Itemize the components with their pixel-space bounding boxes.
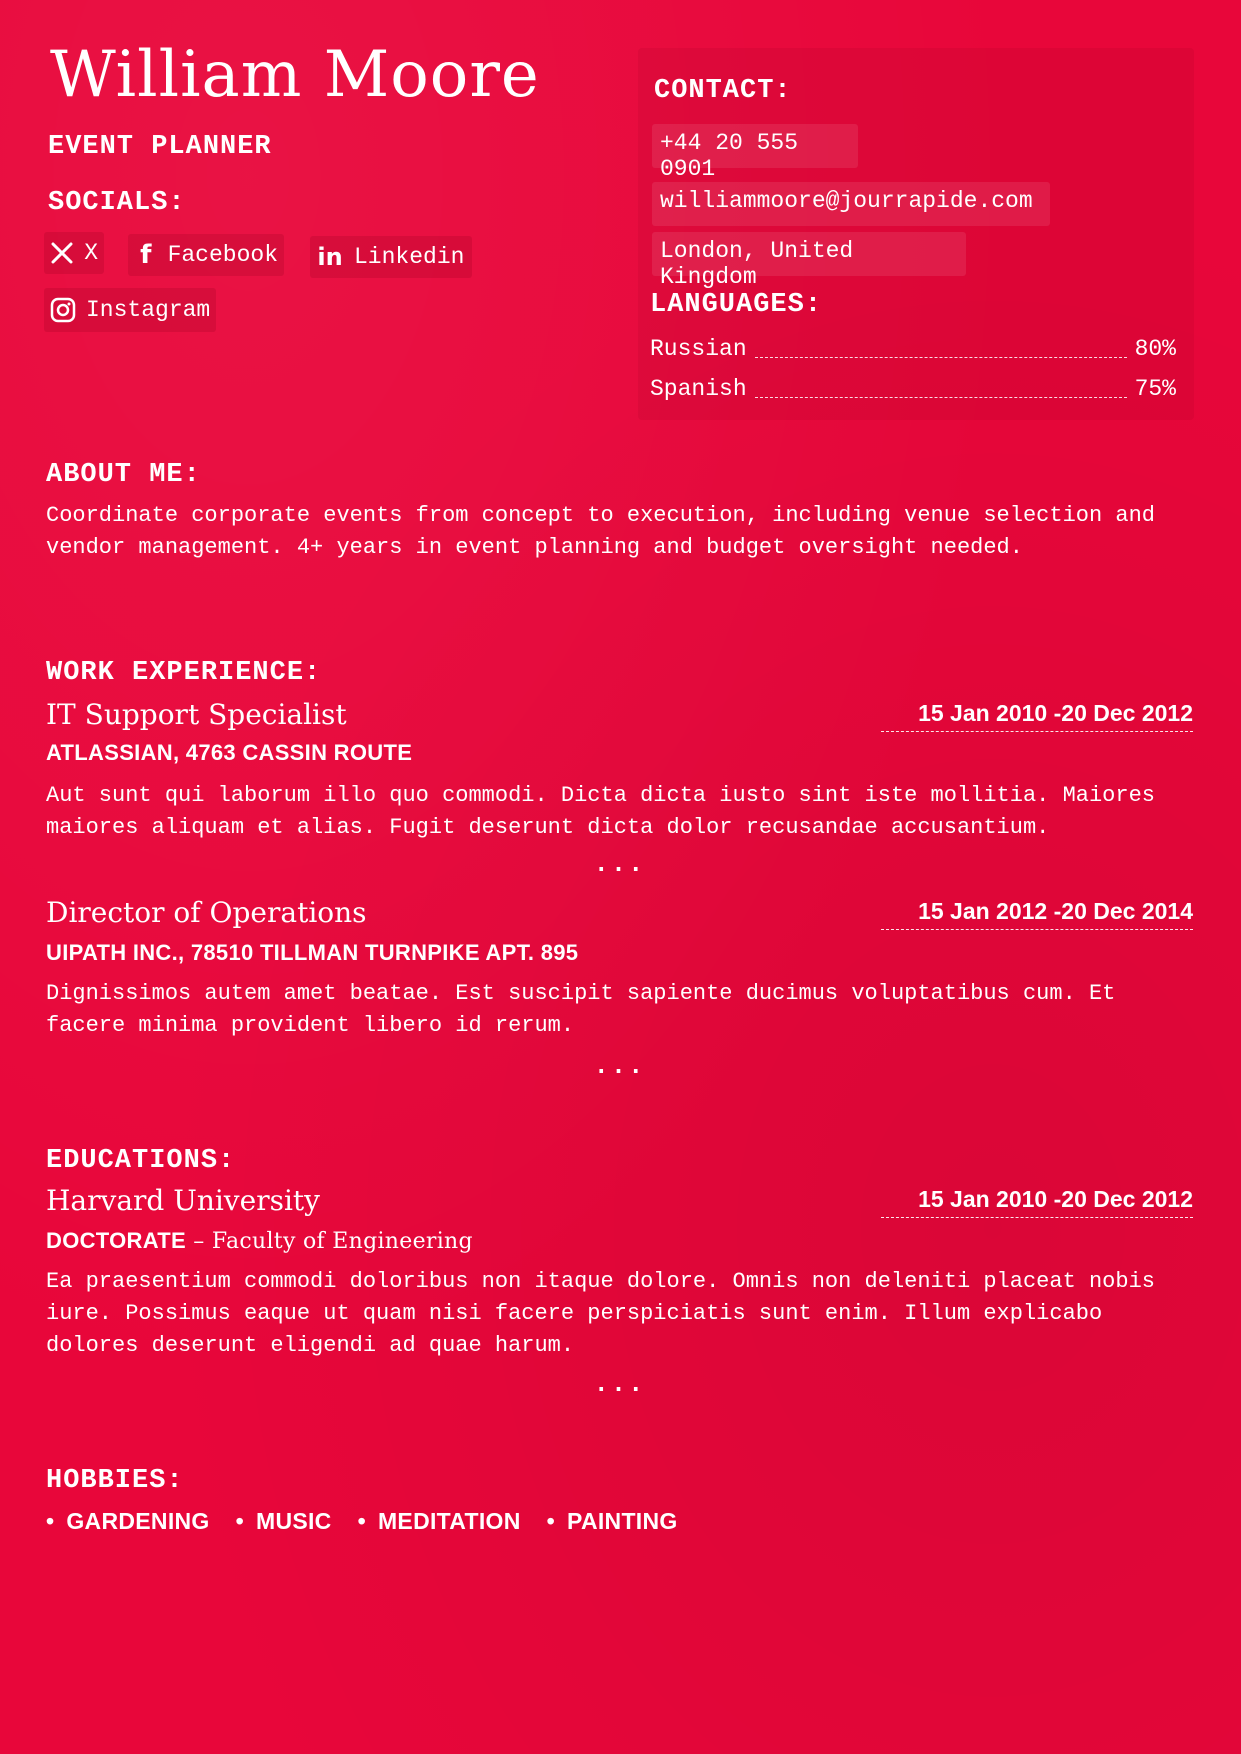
facebook-icon: f bbox=[140, 240, 152, 270]
language-name: Spanish bbox=[650, 376, 747, 402]
language-name: Russian bbox=[650, 336, 747, 362]
work-title: IT Support Specialist bbox=[46, 698, 347, 731]
social-instagram-label: Instagram bbox=[86, 297, 211, 323]
work-heading: WORK EXPERIENCE: bbox=[46, 658, 322, 688]
education-dates: 15 Jan 2010 -20 Dec 2012 bbox=[881, 1186, 1193, 1218]
education-degree bbox=[46, 1228, 473, 1254]
work-description: Aut sunt qui laborum illo quo commodi. Dicta dicta iusto sint iste mollitia. Maiores maiores aliquam et alias. Fugit deserunt dicta dolor recusandae accusantium. bbox=[46, 783, 1155, 840]
instagram-icon bbox=[50, 296, 76, 324]
language-level: 75% bbox=[1134, 376, 1176, 402]
education-school: Harvard University bbox=[46, 1184, 320, 1217]
linkedin-icon: in bbox=[317, 243, 343, 271]
social-x-label: X bbox=[84, 240, 98, 266]
hobbies-list bbox=[46, 1508, 678, 1535]
work-dates: 15 Jan 2012 -20 Dec 2014 bbox=[881, 898, 1193, 930]
socials-heading: SOCIALS: bbox=[48, 188, 186, 218]
social-x-link[interactable] bbox=[44, 232, 104, 274]
degree-level: DOCTORATE bbox=[46, 1228, 186, 1253]
section-separator: ... bbox=[594, 1054, 647, 1079]
x-icon bbox=[50, 239, 74, 267]
work-description: Dignissimos autem amet beatae. Est suscipit sapiente ducimus voluptatibus cum. Et facere minima provident libero id rerum. bbox=[46, 981, 1116, 1038]
social-linkedin-link[interactable] bbox=[310, 236, 472, 278]
work-title: Director of Operations bbox=[46, 896, 367, 929]
work-company: ATLASSIAN, 4763 CASSIN ROUTE bbox=[46, 740, 413, 765]
language-level: 80% bbox=[1134, 336, 1176, 362]
social-instagram-link[interactable] bbox=[44, 288, 216, 332]
social-facebook-link[interactable] bbox=[128, 234, 284, 276]
languages-heading: LANGUAGES: bbox=[650, 290, 823, 320]
hobby-item: • MUSIC bbox=[235, 1508, 332, 1534]
language-leader bbox=[755, 397, 1127, 398]
person-name: William Moore bbox=[50, 38, 540, 112]
social-facebook-label: Facebook bbox=[167, 242, 278, 268]
about-heading: ABOUT ME: bbox=[46, 460, 201, 490]
section-separator: ... bbox=[594, 852, 647, 877]
about-text: Coordinate corporate events from concept to execution, including venue selection and vendor management. 4+ years in event planning and budget oversight needed. bbox=[46, 503, 1155, 560]
contact-location: London, United Kingdom bbox=[652, 232, 966, 276]
contact-email[interactable]: williammoore@jourrapide.com bbox=[652, 182, 1050, 226]
hobby-item: • GARDENING bbox=[46, 1508, 210, 1534]
section-separator: ... bbox=[594, 1372, 647, 1397]
hobbies-heading: HOBBIES: bbox=[46, 1466, 184, 1496]
language-row bbox=[650, 336, 1176, 362]
work-company: UIPATH INC., 78510 TILLMAN TURNPIKE APT. 895 bbox=[46, 940, 579, 965]
contact-phone[interactable]: +44 20 555 0901 bbox=[652, 124, 858, 168]
job-title: EVENT PLANNER bbox=[48, 132, 272, 162]
education-description: Ea praesentium commodi doloribus non itaque dolore. Omnis non deleniti placeat nobis iure. Possimus eaque ut quam nisi facere perspiciatis sunt enim. Illum explicabo dolores deserunt eligendi ad quae harum. bbox=[46, 1269, 1155, 1358]
degree-field: – Faculty of Engineering bbox=[186, 1229, 473, 1254]
education-heading: EDUCATIONS: bbox=[46, 1146, 236, 1176]
hobby-item: • PAINTING bbox=[546, 1508, 678, 1534]
language-leader bbox=[755, 357, 1127, 358]
social-linkedin-label: Linkedin bbox=[354, 244, 465, 270]
hobby-item: • MEDITATION bbox=[357, 1508, 521, 1534]
work-dates: 15 Jan 2010 -20 Dec 2012 bbox=[881, 700, 1193, 732]
language-row bbox=[650, 376, 1176, 402]
contact-heading: CONTACT: bbox=[654, 76, 792, 106]
